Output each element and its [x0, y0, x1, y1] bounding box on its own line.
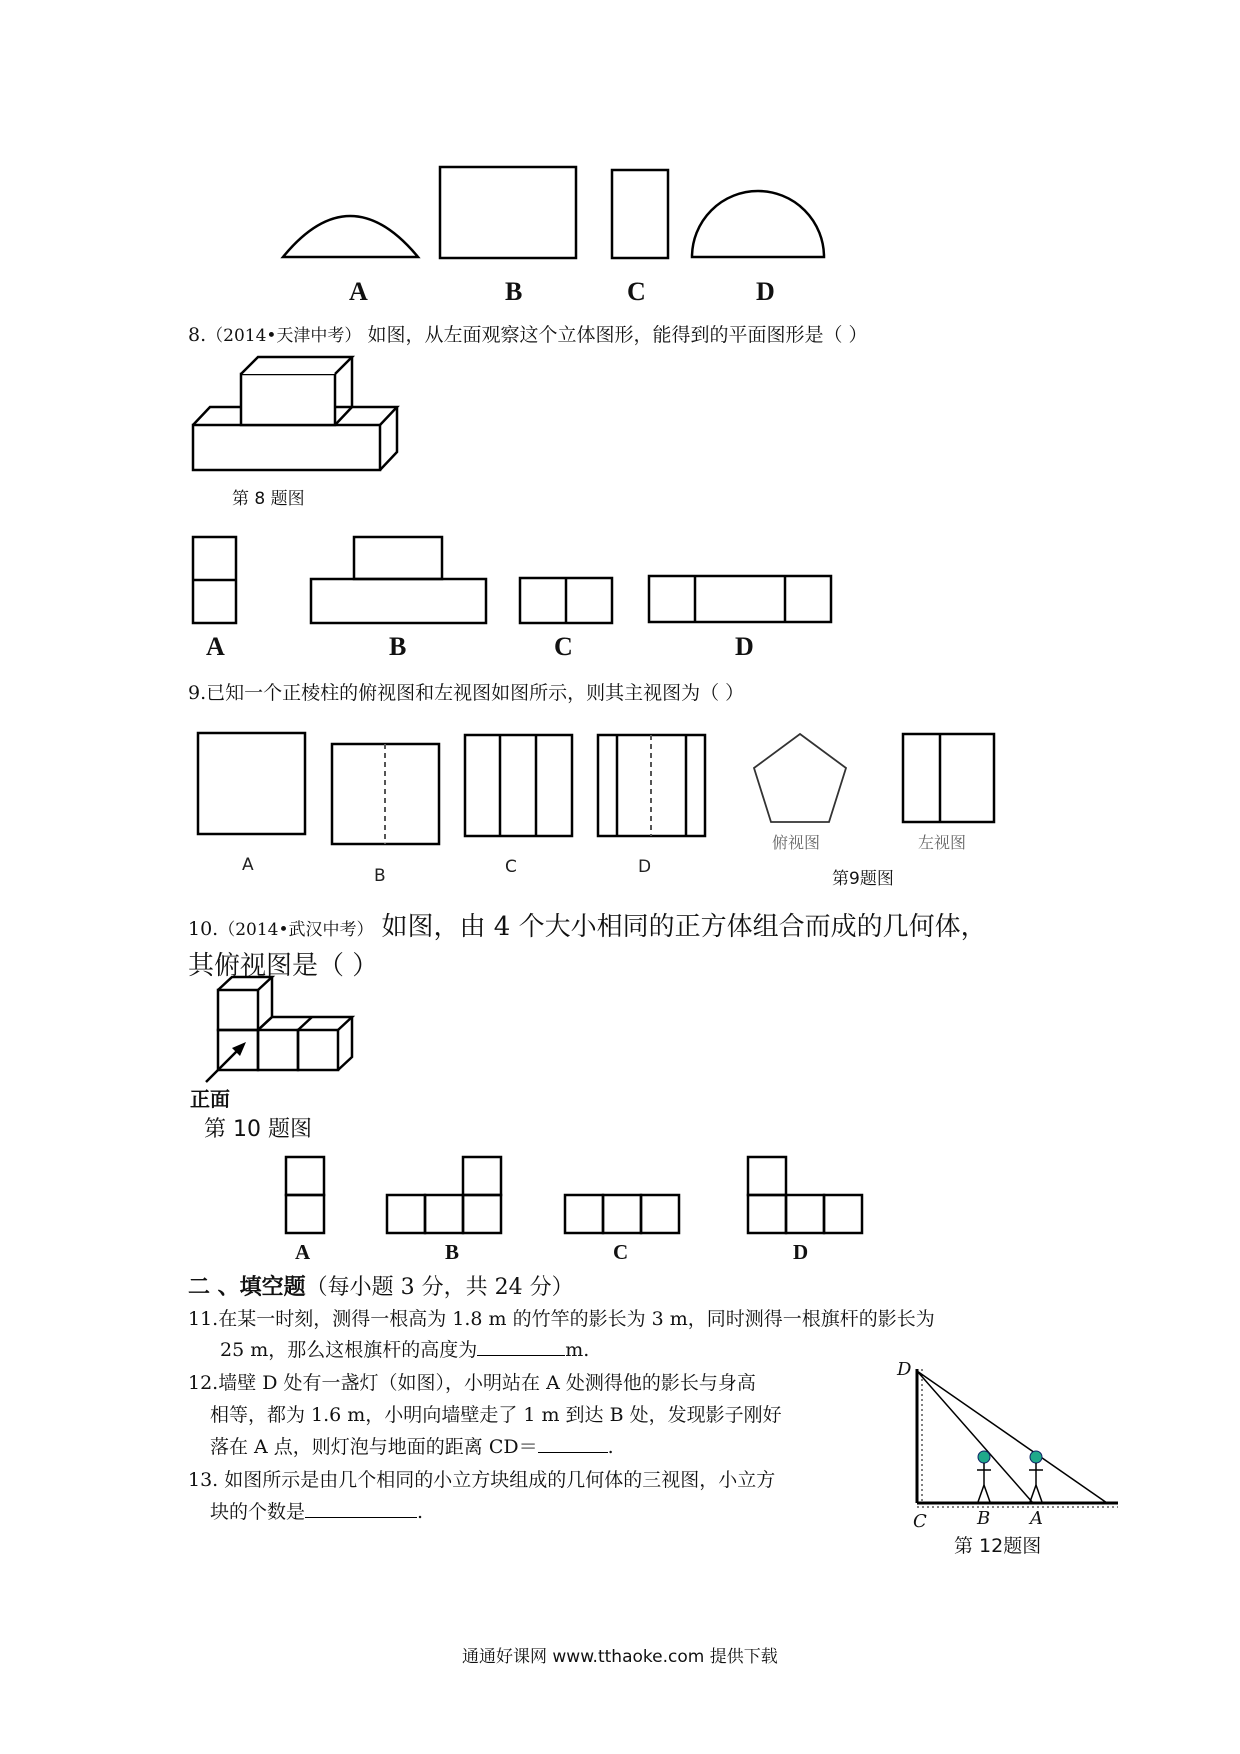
q8-number: 8.: [188, 324, 207, 346]
q8-label-d: D: [735, 632, 754, 661]
person-b-head: [978, 1451, 990, 1463]
q10-caption: 第 10 题图: [204, 1117, 312, 1142]
q12-fig-label-d: D: [897, 1359, 912, 1380]
q7-label-b: B: [505, 277, 523, 306]
q9-question: 9.已知一个正棱柱的俯视图和左视图如图所示，则其主视图为（ ）: [188, 682, 745, 704]
q8-text: 如图，从左面观察这个立体图形，能得到的平面图形是（ ）: [367, 324, 868, 346]
q9-caption: 第9题图: [832, 869, 894, 889]
q9-label-c: C: [505, 857, 517, 877]
q10-front-label: 正面: [190, 1087, 230, 1111]
q7-label-c: C: [627, 277, 646, 306]
q12-fig-label-a: A: [1030, 1508, 1043, 1529]
q12-caption: 第 12题图: [954, 1535, 1042, 1557]
q9-label-a: A: [242, 855, 254, 875]
q13-line2-pre: 块的个数是: [210, 1501, 306, 1523]
person-a-head: [1030, 1451, 1042, 1463]
q7-label-d: D: [756, 277, 775, 306]
q11-line1: 11.在某一时刻，测得一根高为 1.8 m 的竹竿的影长为 3 m，同时测得一根旗杆的影长为: [188, 1308, 935, 1330]
q12-fig-label-b: B: [977, 1508, 991, 1529]
q8-source: （2014•天津中考）: [206, 326, 362, 346]
q9-label-d: D: [638, 857, 652, 877]
q8-caption: 第 8 题图: [232, 489, 305, 509]
q7-label-a: A: [349, 277, 368, 306]
q10-number: 10.: [188, 918, 219, 940]
q10-text-line2: 其俯视图是（ ）: [188, 951, 379, 981]
q8-label-b: B: [389, 632, 407, 661]
page-footer: 通通好课网 www.tthaoke.com 提供下载: [462, 1647, 778, 1667]
q8-label-a: A: [206, 632, 225, 661]
q10-label-c: C: [613, 1240, 629, 1264]
q10-label-b: B: [445, 1240, 460, 1264]
q12-fig-label-c: C: [913, 1511, 927, 1532]
q10-label-a: A: [295, 1240, 311, 1264]
q9-left-view-label: 左视图: [918, 833, 967, 852]
q12-line3-post: .: [607, 1436, 614, 1458]
q10-text-line1: 如图，由 4 个大小相同的正方体组合而成的几何体，: [381, 912, 987, 942]
q12-line3-pre: 落在 A 点，则灯泡与地面的距离 CD＝: [210, 1436, 538, 1458]
q11-line2-pre: 25 m，那么这根旗杆的高度为: [220, 1339, 478, 1361]
q10-source: （2014•武汉中考）: [218, 920, 374, 940]
q13-line2-post: .: [417, 1501, 424, 1523]
q10-label-d: D: [793, 1240, 809, 1264]
q9-label-b: B: [374, 866, 386, 886]
q13-line1: 13. 如图所示是由几个相同的小立方块组成的几何体的三视图，小立方: [188, 1469, 776, 1491]
q12-line2: 相等，都为 1.6 m，小明向墙壁走了 1 m 到达 B 处，发现影子刚好: [210, 1404, 782, 1426]
section2-note: （每小题 3 分，共 24 分）: [305, 1275, 574, 1300]
q8-label-c: C: [554, 632, 573, 661]
section2-title: 二 、填空题: [188, 1275, 306, 1300]
q11-line2-post: m.: [565, 1339, 590, 1361]
q12-line1: 12.墙壁 D 处有一盏灯（如图），小明站在 A 处测得他的影长与身高: [188, 1372, 756, 1394]
q9-top-view-label: 俯视图: [772, 833, 821, 852]
